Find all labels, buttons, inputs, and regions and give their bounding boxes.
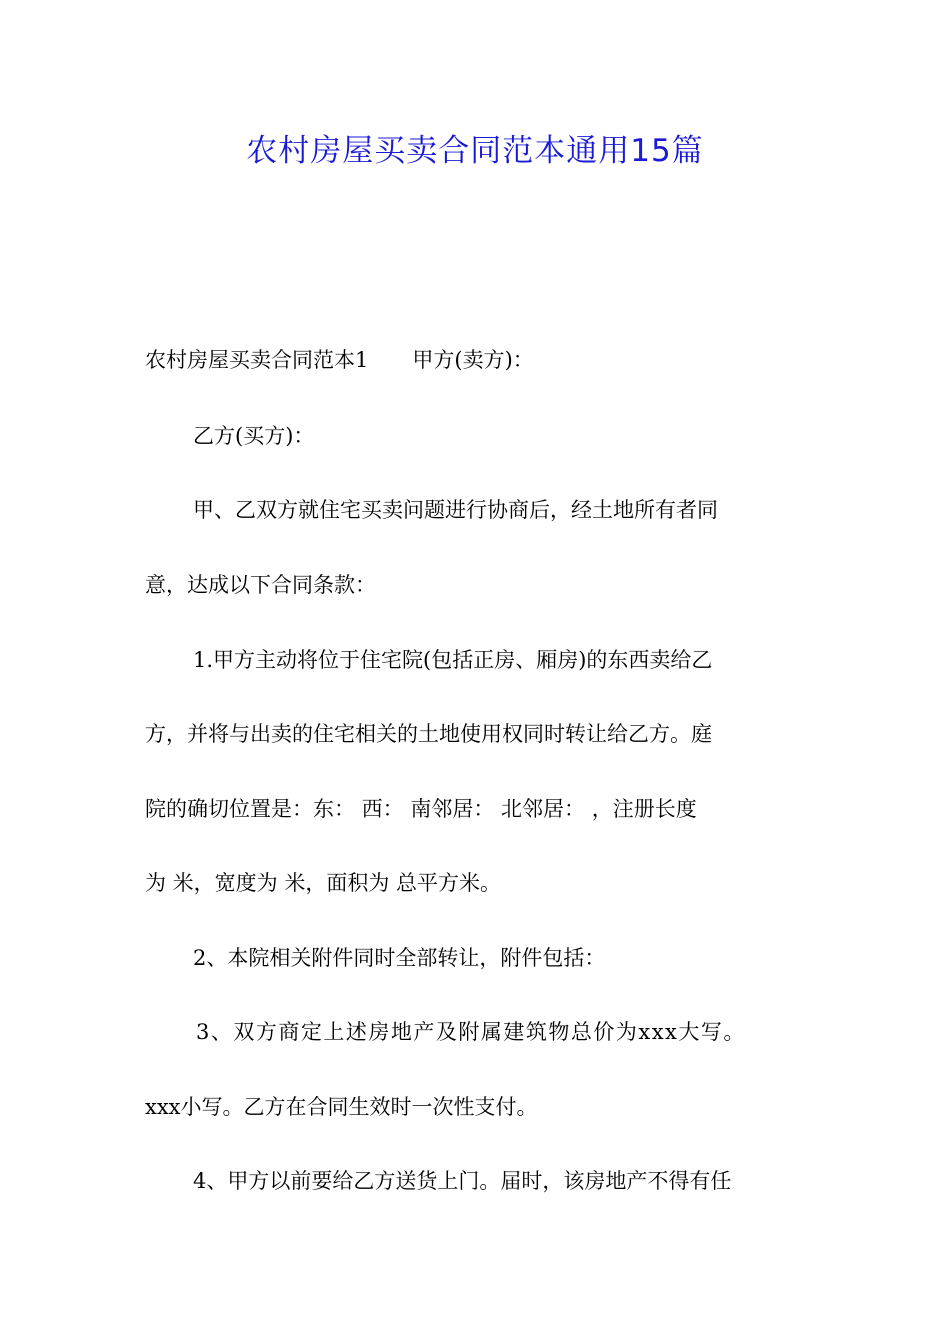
clause-3-line: 3、双方商定上述房地产及附属建筑物总价为xxx大写。 <box>196 1020 746 1044</box>
paragraph-line: 甲、乙双方就住宅买卖问题进行协商后，经土地所有者同 <box>193 498 718 522</box>
clause-1-line: 方，并将与出卖的住宅相关的土地使用权同时转让给乙方。庭 <box>145 722 712 746</box>
clause-1-line: 为 米，宽度为 米，面积为 总平方米。 <box>145 871 502 895</box>
clause-2-line: 2、本院相关附件同时全部转让，附件包括： <box>193 946 606 970</box>
party-b-label: 乙方(买方)： <box>193 424 315 448</box>
party-a-label: 甲方(卖方)： <box>412 348 534 372</box>
section-title: 农村房屋买卖合同范本1 <box>145 348 369 372</box>
paragraph-line: 意，达成以下合同条款： <box>145 573 376 597</box>
clause-1-line: 1.甲方主动将位于住宅院(包括正房、厢房)的东西卖给乙 <box>193 648 713 672</box>
clause-4-line: 4、甲方以前要给乙方送货上门。届时，该房地产不得有任 <box>193 1169 732 1193</box>
section-heading-line <box>145 342 825 378</box>
clause-3-line: xxx小写。乙方在合同生效时一次性支付。 <box>145 1095 538 1119</box>
clause-1-line: 院的确切位置是：东： 西： 南邻居： 北邻居： ，注册长度 <box>145 797 697 821</box>
document-title: 农村房屋买卖合同范本通用15篇 <box>246 133 704 169</box>
